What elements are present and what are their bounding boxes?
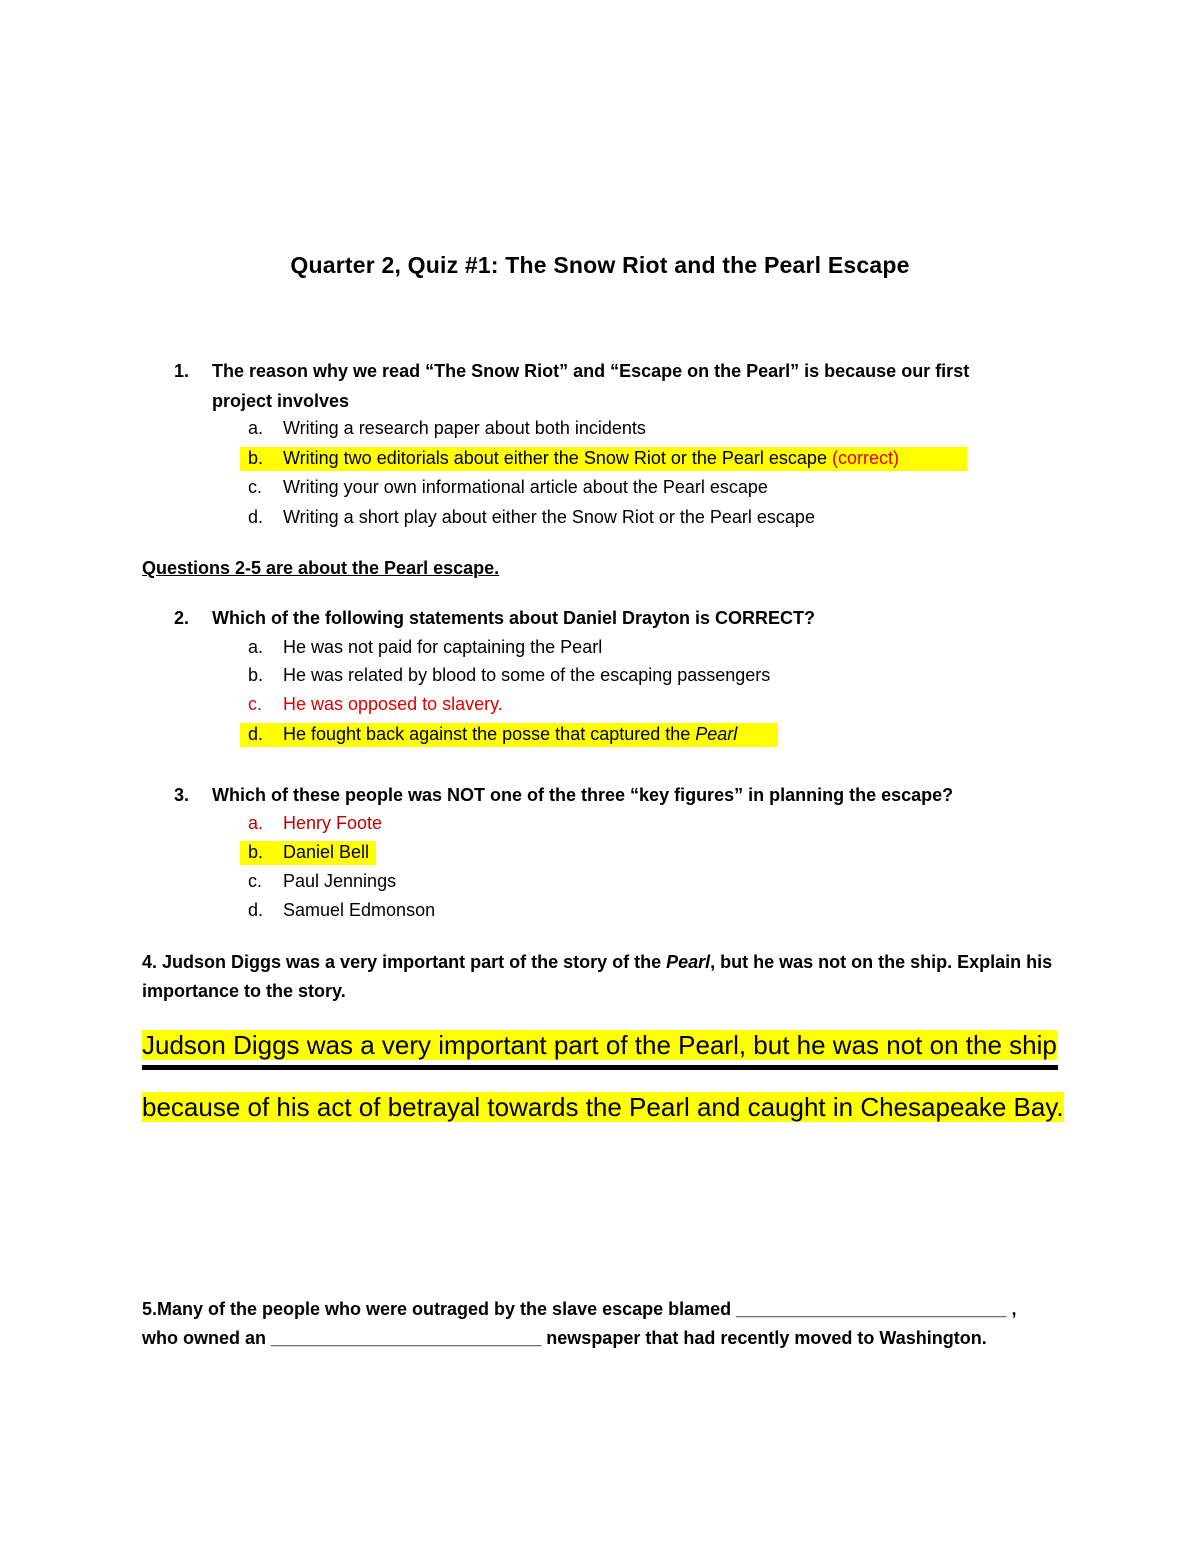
blank-2[interactable]: ___________________________ <box>271 1328 542 1348</box>
question-2-option-c <box>0 690 1200 719</box>
option-text: Writing your own informational article about the Pearl escape <box>283 477 768 497</box>
answer-rule <box>142 1065 1058 1070</box>
question-4-prefix: 4. Judson Diggs was a very important part of the story of the <box>142 952 667 972</box>
question-5-line-2 <box>142 1324 1102 1353</box>
question-1-option-b <box>0 444 1200 473</box>
option-letter: d. <box>248 507 264 527</box>
option-letter: c. <box>248 477 263 497</box>
question-3-option-c <box>0 867 1200 896</box>
question-1-number: 1. <box>174 361 190 381</box>
option-text: Writing a research paper about both incidents <box>283 418 646 438</box>
question-1-option-c <box>0 473 1200 502</box>
question-3-text: Which of these people was NOT one of the three “key figures” in planning the escape? <box>212 785 954 805</box>
question-3-option-b <box>0 838 1200 867</box>
answer-line-1 <box>142 1028 1057 1062</box>
option-text: He was opposed to slavery. <box>283 694 503 714</box>
blank-1[interactable]: ___________________________ <box>736 1299 1007 1319</box>
option-letter: b. <box>248 842 264 862</box>
option-letter: c. <box>248 871 263 891</box>
question-1-option-a <box>0 414 1200 443</box>
option-d-text: He fought back against the posse that captured the <box>283 724 696 744</box>
option-text: He was not paid for captaining the Pearl <box>283 637 603 657</box>
option-letter: c. <box>248 694 263 714</box>
option-text: Paul Jennings <box>283 871 397 891</box>
option-text <box>283 444 899 473</box>
question-2-option-b <box>0 661 1200 690</box>
option-d-italic: Pearl <box>695 724 738 744</box>
option-letter: d. <box>248 900 264 920</box>
option-text: Daniel Bell <box>283 842 370 862</box>
question-3-option-d <box>0 896 1200 925</box>
option-text: Samuel Edmonson <box>283 900 436 920</box>
option-text: Henry Foote <box>283 813 383 833</box>
question-4-italic: Pearl <box>666 952 711 972</box>
option-letter: a. <box>248 637 264 657</box>
answer-text-2: because of his act of betrayal towards the Pearl and caught in Chesapeake Bay. <box>142 1092 1064 1122</box>
option-letter: b. <box>248 448 264 468</box>
question-5-text-2: who owned an <box>142 1328 271 1348</box>
question-2-number: 2. <box>174 608 190 628</box>
option-text: He was related by blood to some of the escaping passengers <box>283 665 771 685</box>
question-1-text: The reason why we read “The Snow Riot” and “Escape on the Pearl” is because our first project involves <box>212 361 970 411</box>
question-5-comma: , <box>1006 1299 1017 1319</box>
answer-text-1: Judson Diggs was a very important part of the Pearl, but he was not on the ship <box>142 1030 1057 1060</box>
option-letter: d. <box>248 724 264 744</box>
question-5-text-1: 5.Many of the people who were outraged by the slave escape blamed <box>142 1299 737 1319</box>
question-2 <box>0 603 1200 633</box>
question-2-text: Which of the following statements about Daniel Drayton is CORRECT? <box>212 608 816 628</box>
option-letter: a. <box>248 418 264 438</box>
correct-label: (correct) <box>831 448 899 468</box>
question-2-option-d <box>0 720 1200 749</box>
question-3 <box>0 780 1200 810</box>
option-text: Writing a short play about either the Snow Riot or the Pearl escape <box>283 507 815 527</box>
quiz-title: Quarter 2, Quiz #1: The Snow Riot and the Pearl Escape <box>290 252 910 278</box>
question-4-suffix: , but he was not on the ship. Explain his importance to the story. <box>142 952 1053 1001</box>
option-text <box>283 720 737 749</box>
option-letter: b. <box>248 665 264 685</box>
question-1-option-d <box>0 503 1200 532</box>
question-2-option-a <box>0 633 1200 662</box>
question-4 <box>142 948 1072 1006</box>
question-3-option-a <box>0 809 1200 838</box>
question-5-line-1 <box>142 1295 1102 1324</box>
question-1 <box>0 356 1200 416</box>
question-5 <box>142 1295 1102 1353</box>
section-note: Questions 2-5 are about the Pearl escape. <box>142 558 500 578</box>
option-b-text: Writing two editorials about either the Snow Riot or the Pearl escape <box>283 448 827 468</box>
question-3-number: 3. <box>174 785 190 805</box>
question-5-text-3: newspaper that had recently moved to Washington. <box>541 1328 987 1348</box>
answer-line-2 <box>142 1090 1064 1124</box>
option-letter: a. <box>248 813 264 833</box>
